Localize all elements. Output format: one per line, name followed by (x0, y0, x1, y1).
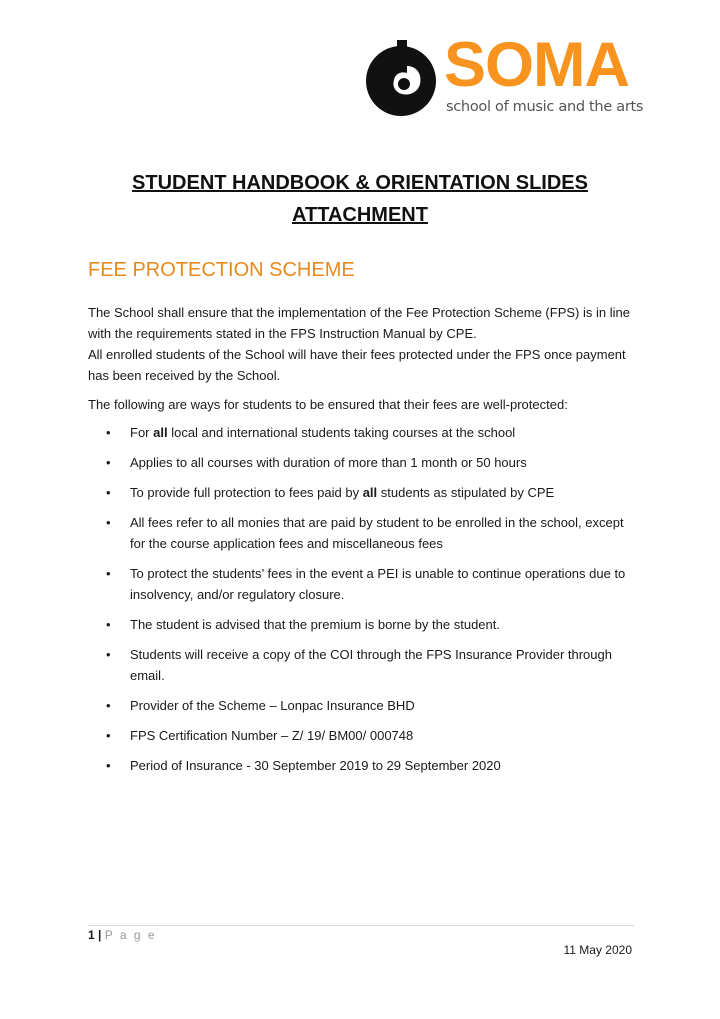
document-title-line-1: STUDENT HANDBOOK & ORIENTATION SLIDES (132, 172, 588, 194)
footer-page-label (88, 928, 157, 942)
list-item-text: Provider of the Scheme – Lonpac Insurance BHD (130, 698, 415, 713)
list-item-text: To provide full protection to fees paid by (130, 485, 363, 500)
section-heading: FEE PROTECTION SCHEME (88, 259, 355, 281)
list-item-text: Students will receive a copy of the COI through the FPS Insurance Provider through email. (130, 647, 612, 683)
list-item-text-end: local and international students taking courses at the school (167, 425, 516, 440)
document-title-line-2: ATTACHMENT (292, 204, 428, 226)
footer-divider (88, 925, 634, 926)
list-item (106, 644, 636, 686)
page-number: 1 (88, 928, 95, 942)
logo-wordmark: SOMA (444, 30, 629, 100)
list-item (106, 563, 636, 605)
list-item (106, 755, 636, 776)
bullet-icon: • (106, 455, 111, 470)
intro-sentence-2: All enrolled students of the School will have their fees protected under the FPS once payment has been received by the School. (88, 347, 626, 383)
soma-logo-mark-icon (364, 40, 440, 118)
bullet-icon: • (106, 728, 111, 743)
list-lead-paragraph: The following are ways for students to be ensured that their fees are well-protected: (88, 397, 568, 412)
page-separator: | (98, 928, 102, 942)
list-item (106, 614, 636, 635)
list-item-emphasis: all (153, 425, 168, 440)
list-item-text: FPS Certification Number – Z/ 19/ BM00/ 000748 (130, 728, 414, 743)
bullet-icon: • (106, 617, 111, 632)
list-item-text: All fees refer to all monies that are paid by student to be enrolled in the school, except for the course application fees and miscellaneous fees (130, 515, 624, 551)
bullet-icon: • (106, 758, 111, 773)
list-item-text: Applies to all courses with duration of more than 1 month or 50 hours (130, 455, 527, 470)
list-item-text: Period of Insurance - 30 September 2019 to 29 September 2020 (130, 758, 501, 773)
intro-paragraph (88, 302, 636, 386)
list-item (106, 695, 636, 716)
intro-sentence-1: The School shall ensure that the implementation of the Fee Protection Scheme (FPS) is in line with the requirements stated in the FPS Instruction Manual by CPE. (88, 305, 630, 341)
logo-tagline: school of music and the arts (446, 99, 644, 115)
bullet-icon: • (106, 698, 111, 713)
bullet-icon: • (106, 425, 111, 440)
list-item-text: For (130, 425, 154, 440)
bullet-icon: • (106, 515, 111, 530)
bullet-icon: • (106, 647, 111, 662)
list-item (106, 422, 636, 443)
soma-logo (364, 30, 644, 120)
fee-protection-list (106, 422, 636, 785)
list-item-emphasis: all (362, 485, 378, 500)
list-item-text-end: students as stipulated by CPE (377, 485, 555, 500)
list-item-text: The student is advised that the premium is borne by the student. (130, 617, 500, 632)
list-item (106, 452, 636, 473)
list-item-text: To protect the students’ fees in the event a PEI is unable to continue operations due to insolvency, and/or regulatory closure. (130, 566, 626, 602)
bullet-icon: • (106, 566, 111, 581)
list-item (106, 512, 636, 554)
list-item (106, 725, 636, 746)
footer-date: 11 May 2020 (563, 943, 632, 957)
list-item (106, 482, 636, 503)
bullet-icon: • (106, 485, 111, 500)
page-word: P a g e (104, 928, 157, 942)
